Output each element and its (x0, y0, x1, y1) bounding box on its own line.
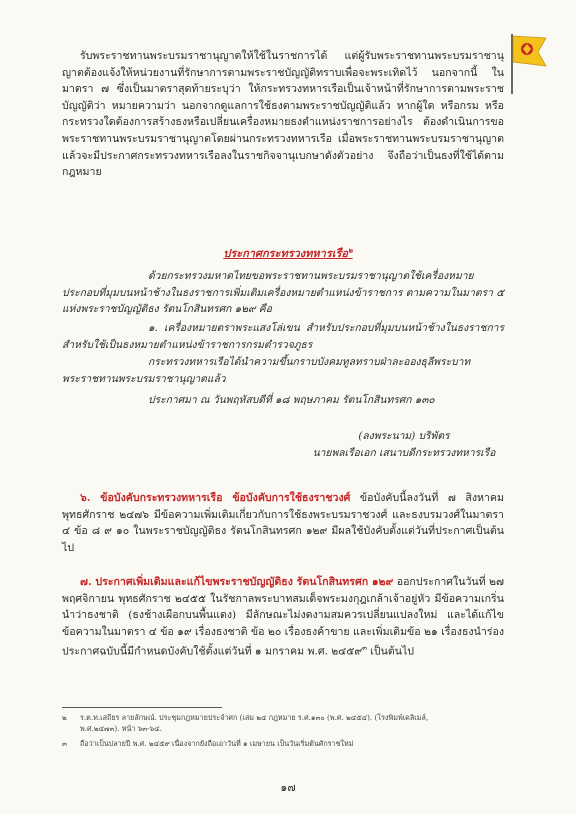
decree-title: ประกาศกระทรวงทหารเรือ$^๒$ (223, 245, 353, 260)
decree-body-2: ๑. เครื่องหมายตราพระแสงโล่เขน สำหรับประกอบที่มุมบนหน้าช้างในธงราชการสำหรับใช้เป็นธงหมายตำแหน่งข้าราชการกรมตำรวจภูธร (62, 322, 504, 351)
signature-title: นายพลเรือเอก เสนาบดีกระทรวงทหารเรือ (312, 446, 496, 459)
section-7-heading: ๗. ประกาศเพิ่มเติมและแก้ไขพระราชบัญญัติธง รัตนโกสินทรศก ๑๒๙ (80, 576, 394, 588)
footnote-2: ๓ ถือว่าเป็นปลายปี พ.ศ. ๒๔๕๙ เนื่องจากยังถือเอาวันที่ ๑ เมษายน เป็นวันเริ่มต้นศักราชใหม่ (62, 739, 354, 748)
section-6-heading: ๖. ข้อบังคับกระทรวงทหารเรือ ข้อบังคับการใช้ธงราชวงศ์ (80, 492, 351, 504)
section-6-text: ข้อบังคับนี้ลงวันที่ ๗ สิงหาคม พุทธศักราช ๒๔๗๖ มีข้อความเพิ่มเติมเกี่ยวกับการใช้ธงพระบรมราชวงศ์ และธงบรมวงศ์ในมาตรา ๔ ข้อ ๘ ๙ ๑๐ ในพระราชบัญญัติธง รัตนโกสินทรศก ๑๒๙ มีผลใช้บังคับตั้งแต่วันที่ประกาศเป็นต้นไป (62, 492, 505, 554)
intro-paragraph: รับพระราชทานพระบรมราชานุญาตให้ใช้ในราชการได้ แต่ผู้รับพระราชทานพระบรมราชานุญาตต้องแจ้งให้หน่วยงานที่รักษาการตามพระราชบัญญัติทราบเพื่อจะพระเทิดไว้ นอกจากนี้ ในมาตรา ๗ ซึ่งเป็นมาตราสุดท้ายระบุว่า ให้กระทรวงทหารเรือเป็นเจ้าหน้าที่รักษาการตามพระราชบัญญัติว่า หมายความว่า นอกจากดูแลการใช้ธงตามพระราชบัญญัติแล้ว หากผู้ใด หรือกรม หรือกระทรวงใดต้องการสร้างธงหรือเปลี่ยนเครื่องหมายธงตำแหน่งราชการอย่างไร ต้องดำเนินการขอพระราชทานพระบรมราชานุญาตโดยผ่านกระทรวงทหารเรือ เมื่อพระราชทานพระบรมราชานุญาตแล้วจะมีประกาศกระทรวงทหารเรือลงในราชกิจจานุเบกษาดังตัวอย่าง จึงถือว่าเป็นธงที่ใช้ได้ตามกฎหมาย (62, 50, 504, 179)
section-6 (62, 490, 504, 556)
section-7: ๗. ประกาศเพิ่มเติมและแก้ไขพระราชบัญญัติธง รัตนโกสินทรศก ๑๒๙ ออกประกาศในวันที่ ๒๗ พฤศจิกายน พุทธศักราช ๒๔๕๕ ในรัชกาลพระบาทสมเด็จพระมงกุฎเกล้าเจ้าอยู่หัว มีข้อความเกริ่นนำว่าธงชาติ (ธงช้างเผือกบนพื้นแดง) มีลักษณะไม่งดงามสมควรเปลี่ยนแปลงใหม่ และได้แก้ไขข้อความในมาตรา ๔ ข้อ ๑๙ เรื่องธงชาติ ข้อ ๒๐ เรื่องธงค้าขาย และเพิ่มเติมข้อ ๒๑ เรื่องธงนำร่อง ประกาศฉบับนี้มีกำหนดบังคับใช้ตั้งแต่วันที่ ๑ มกราคม พ.ศ. ๒๔๕๙$^๓$ เป็นต้นไป (62, 576, 504, 658)
page-number: ๑๗ (280, 781, 296, 794)
decree-body-1: ด้วยกระทรวงมหาดไทยขอพระราชทานพระบรมราชานุญาตใช้เครื่องหมายประกอบที่มุมบนหน้าช้างในธงราชการเพิ่มเติมเครื่องหมายตำแหน่งข้าราชการ ตามความในมาตรา ๕ แห่งพระราชบัญญัติธง รัตนโกสินทรศก ๑๒๙ คือ (62, 270, 504, 316)
decree-body-3: กระทรวงทหารเรือได้นำความขึ้นกราบบังคมทูลทราบฝ่าละอองธุลีพระบาท พระราชทานพระบรมราชานุญาตแล้ว (62, 356, 471, 385)
footnote-1: ๒ ร.ต.ท.เสถียร ลายลักษณ์. ประชุมกฎหมายประจำศก (เล่ม ๒๔ กฎหมาย ร.ศ.๑๓๐ (พ.ศ. ๒๔๕๔). (โรงพิมพ์เดลิเมล์, พ.ศ.๒๔๗๓). หน้า ๖๓-๖๔. (62, 713, 429, 733)
royal-flag-icon (508, 32, 548, 94)
decree-date: ประกาศมา ณ วันพฤหัสบดีที่ ๑๘ พฤษภาคม รัตนโกสินทรศก ๑๓๐ (148, 394, 435, 406)
signature-name: (ลงพระนาม) บริพัตร (358, 430, 450, 442)
section-7-tail: เป็นต้นไป (370, 645, 415, 658)
decree-signature (304, 428, 504, 461)
section-7-text: ออกประกาศในวันที่ ๒๗ พฤศจิกายน พุทธศักราช ๒๔๕๕ ในรัชกาลพระบาทสมเด็จพระมงกุฎเกล้าเจ้าอยู่หัว มีข้อความเกริ่นนำว่าธงชาติ (ธงช้างเผือกบนพื้นแดง) มีลักษณะไม่งดงามสมควรเปลี่ยนแปลงใหม่ และได้แก้ไขข้อความในมาตรา ๔ ข้อ ๑๙ เรื่องธงชาติ ข้อ ๒๐ เรื่องธงค้าขาย และเพิ่มเติมข้อ ๒๑ เรื่องธงนำร่อง ประกาศฉบับนี้มีกำหนดบังคับใช้ตั้งแต่วันที่ ๑ มกราคม พ.ศ. ๒๔๕๙ (62, 576, 504, 658)
footnote-divider (62, 707, 222, 708)
